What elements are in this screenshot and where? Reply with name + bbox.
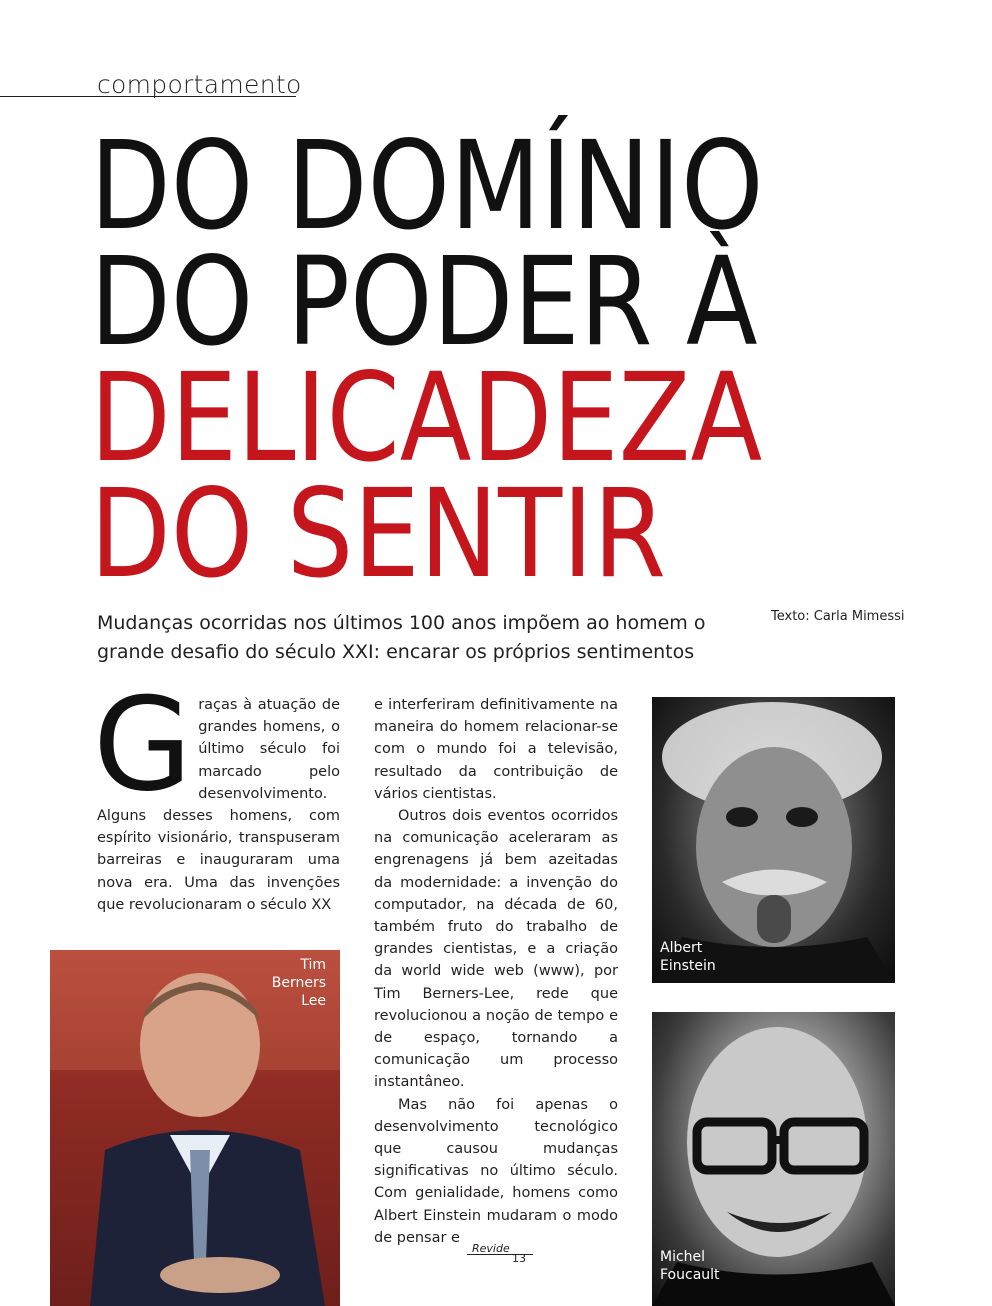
photo-michel-foucault xyxy=(652,1012,895,1306)
caption-line: Tim xyxy=(300,957,326,973)
folio-brand: Revide xyxy=(472,1242,510,1255)
article-paragraph: Outros dois eventos ocorridos na comunicação aceleraram as engrenagens já bem azeitadas da modernidade: a invenção do computador, na década de 60, também fruto do trabalho de grandes cientistas, e a criação da world wide web (www), por Tim Berners-Lee, rede que revolucionou a noção de tempo e de espaço, tornando a comunicação um processo instantâneo. xyxy=(374,808,618,1091)
caption-line: Albert xyxy=(660,940,703,956)
caption-line: Michel xyxy=(660,1249,706,1265)
section-label: comportamento xyxy=(97,70,302,99)
article-column-2 xyxy=(374,694,618,1249)
photo-caption-foucault xyxy=(660,1248,720,1284)
article-column-1 xyxy=(93,671,340,916)
headline xyxy=(90,115,873,605)
caption-line: Lee xyxy=(301,993,326,1009)
caption-line: Berners xyxy=(271,975,326,991)
subtitle xyxy=(97,609,737,667)
headline-line-3: DELICADEZA xyxy=(90,347,763,489)
caption-line: Einstein xyxy=(660,958,716,974)
drop-cap: G xyxy=(93,671,193,820)
headline-line-4: DO SENTIR xyxy=(90,463,667,605)
headline-line-1: DO DOMÍNIO xyxy=(90,115,764,257)
photo-albert-einstein xyxy=(652,697,895,983)
photo-caption-einstein xyxy=(660,939,716,975)
article-paragraph: Mas não foi apenas o desenvolvimento tecnológico que causou mudanças significativas no último século. Com genialidade, homens como Albert Einstein mudaram o modo de pensar e xyxy=(374,1096,618,1246)
page-number: 13 xyxy=(512,1252,526,1265)
article-paragraph: raças à atuação de grandes homens, o último século foi marcado pelo desenvolvimento. Alguns desses homens, com espírito visionário, transpuseram barreiras e inauguraram uma nova era. Uma das invenções que revolucionaram o século XX xyxy=(97,697,340,913)
subtitle-line-1: Mudanças ocorridas nos últimos 100 anos impõem ao homem o xyxy=(97,612,706,634)
subtitle-line-2: grande desafio do século XXI: encarar os próprios sentimentos xyxy=(97,641,695,663)
caption-line: Foucault xyxy=(660,1267,720,1283)
photo-caption-berners-lee xyxy=(272,956,326,1010)
headline-line-2: DO PODER À xyxy=(90,231,758,373)
photo-tim-berners-lee xyxy=(50,950,340,1306)
byline: Texto: Carla Mimessi xyxy=(771,609,905,624)
article-paragraph: e interferiram definitivamente na maneira do homem relacionar-se com o mundo foi a televisão, resultado da contribuição de vários cientistas. xyxy=(374,697,618,802)
